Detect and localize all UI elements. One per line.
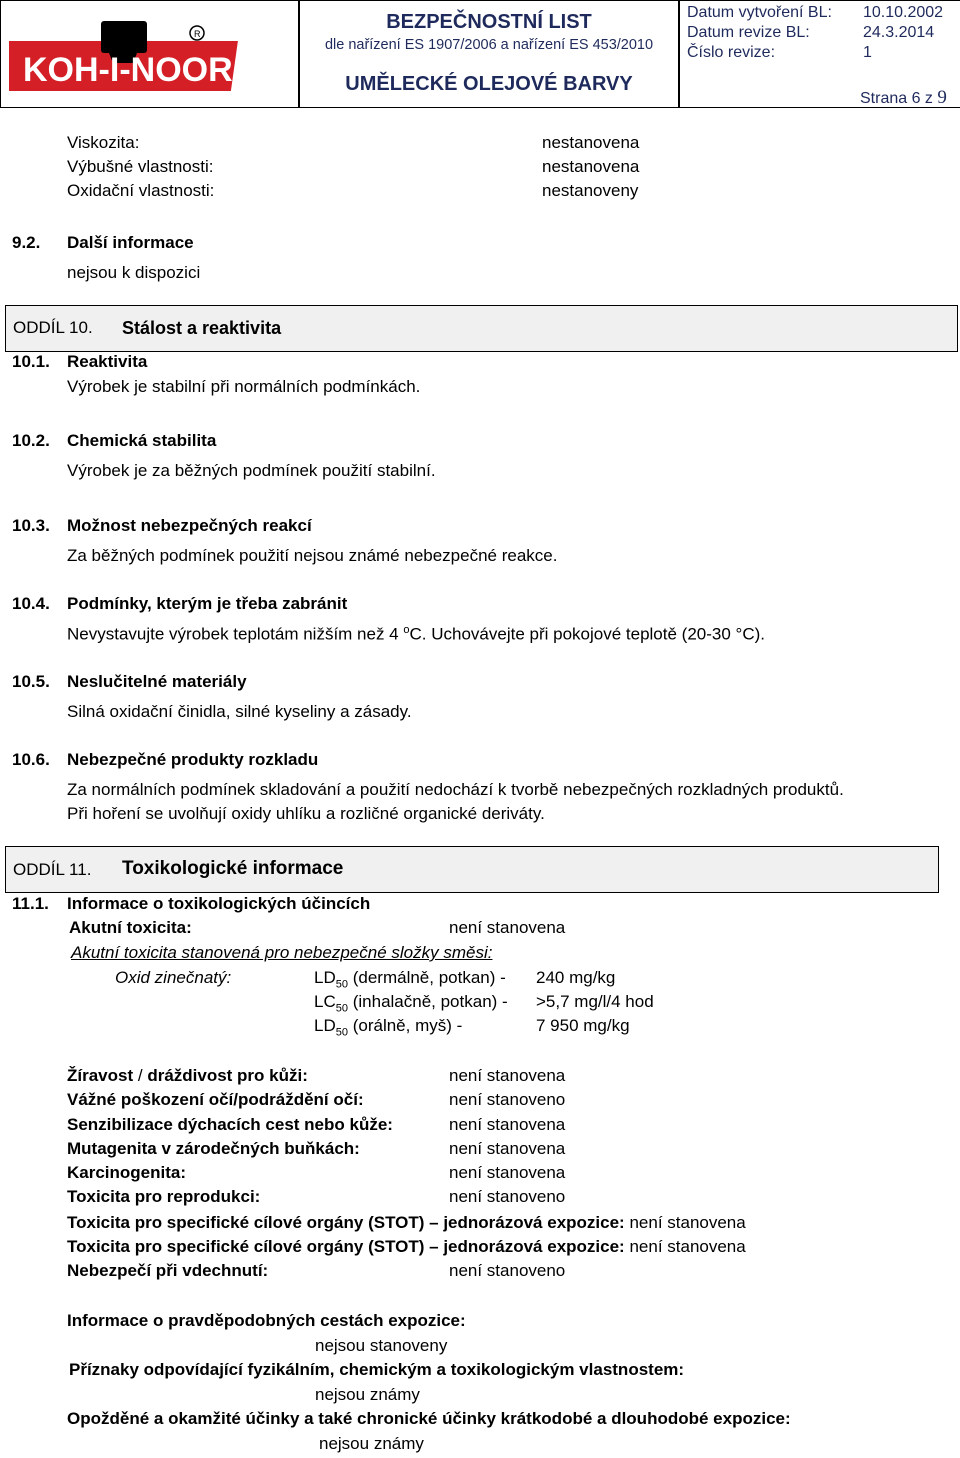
delayed-label: Opožděné a okamžité účinky a také chronické účinky krátkodobé a dlouhodobé expozice: [67, 1409, 791, 1428]
subsection-heading: Podmínky, kterým je třeba zabránit [67, 594, 348, 613]
revised-label: Datum revize BL: [687, 24, 810, 41]
subsection-number: 10.6. [12, 750, 50, 769]
svg-text:R: R [194, 29, 201, 39]
subsection-number: 10.3. [12, 516, 50, 535]
prop-label-explosive: Výbušné vlastnosti: [67, 157, 214, 176]
subsection-number: 10.4. [12, 594, 50, 613]
symptoms-value: nejsou známy [315, 1385, 420, 1404]
delayed-value: nejsou známy [319, 1434, 424, 1453]
hazard-label: Senzibilizace dýchacích cest nebo kůže: [67, 1115, 393, 1134]
koh-i-noor-logo [9, 19, 293, 99]
ld-desc: $LC_{50}$ (inhalačně, potkan) - [314, 992, 508, 1015]
section-10-bar [5, 305, 958, 352]
acute-toxicity-value: není stanovena [449, 918, 566, 937]
section-10-title: Stálost a reaktivita [122, 318, 282, 338]
subsection-heading: Chemická stabilita [67, 431, 217, 450]
symptoms-label: Příznaky odpovídající fyzikálním, chemickým a toxikologickým vlastnostem: [69, 1360, 685, 1379]
hazard-value: není stanovena [449, 1066, 566, 1085]
prop-label-oxidising: Oxidační vlastnosti: [67, 181, 215, 200]
product-name: UMĚLECKÉ OLEJOVÉ BARVY [345, 73, 633, 95]
subsection-text: Výrobek je stabilní při normálních podmínkách. [67, 377, 421, 396]
prop-value-oxidising: nestanoveny [542, 181, 639, 200]
section-11-bar [5, 846, 939, 893]
section-text: nejsou k dispozici [67, 263, 201, 282]
revision-label: Číslo revize: [687, 44, 776, 61]
routes-label: Informace o pravděpodobných cestách expozice: [67, 1311, 466, 1330]
hazard-value: není stanoveno [449, 1187, 566, 1206]
subsection-text: Za běžných podmínek použití nejsou známé nebezpečné reakce. [67, 546, 558, 565]
ld-value: 240 mg/kg [536, 968, 616, 987]
section-11-number: ODDÍL 11. [13, 860, 92, 879]
page-indicator: Strana 6 z 9 [860, 87, 947, 108]
ld-value: >5,7 mg/l/4 hod [536, 992, 654, 1011]
revision-value: 1 [863, 44, 872, 61]
hazard-label: Karcinogenita: [67, 1163, 187, 1182]
subsection-text: Za normálních podmínek skladování a použití nedochází k tvorbě nebezpečných rozkladných produktů. [67, 780, 844, 799]
created-label: Datum vytvoření BL: [687, 4, 832, 21]
svg-text:KOH-I-NOOR: KOH-I-NOOR [23, 51, 233, 89]
aspiration-value: není stanoveno [449, 1261, 566, 1280]
section-10-number: ODDÍL 10. [13, 318, 93, 337]
hazard-value: není stanovena [449, 1163, 566, 1182]
subsection-text-2: Při hoření se uvolňují oxidy uhlíku a rozličné organické deriváty. [67, 804, 545, 823]
subsection-number: 10.1. [12, 352, 50, 371]
acute-toxicity-label: Akutní toxicita: [69, 918, 192, 937]
section-number: 9.2. [12, 233, 41, 252]
ld-desc: $LD_{50}$ (dermálně, potkan) - [314, 968, 506, 991]
ld-value: 7 950 mg/kg [536, 1016, 630, 1035]
subsection-heading: Možnost nebezpečných reakcí [67, 516, 312, 535]
subsection-heading: Reaktivita [67, 352, 148, 371]
created-value: 10.10.2002 [863, 4, 944, 21]
title-panel [298, 0, 680, 108]
hazard-value: není stanovena [449, 1115, 566, 1134]
hazard-label: Mutagenita v zárodečných buňkách: [67, 1139, 360, 1158]
stot-row: Toxicita pro specifické cílové orgány (STOT) – jednorázová expozice: není stanovena [67, 1237, 746, 1256]
subsection-text: Silná oxidační činidla, silné kyseliny a zásady. [67, 702, 412, 721]
hazard-value: není stanovena [449, 1139, 566, 1158]
hazard-label: Toxicita pro reprodukci: [67, 1187, 261, 1206]
aspiration-label: Nebezpečí při vdechnutí: [67, 1261, 269, 1280]
revised-value: 24.3.2014 [863, 24, 935, 41]
stot-row: Toxicita pro specifické cílové orgány (STOT) – jednorázová expozice: není stanovena [67, 1213, 746, 1232]
prop-value-viscosity: nestanovena [542, 133, 640, 152]
prop-value-explosive: nestanovena [542, 157, 640, 176]
hazard-label: Žíravost / dráždivost pro kůži: [67, 1066, 308, 1085]
prop-label-viscosity: Viskozita: [67, 133, 140, 152]
routes-value: nejsou stanoveny [315, 1336, 448, 1355]
subsection-heading: Nebezpečné produkty rozkladu [67, 750, 319, 769]
meta-panel [678, 0, 960, 108]
subsection-text: Výrobek je za běžných podmínek použití stabilní. [67, 461, 436, 480]
subsection-number: 10.5. [12, 672, 50, 691]
components-heading: Akutní toxicita stanovená pro nebezpečné složky směsi: [71, 943, 493, 962]
section-11-title: Toxikologické informace [122, 858, 344, 879]
document-title: BEZPEČNOSTNÍ LIST [386, 11, 592, 33]
ld-desc: $LD_{50}$ (orálně, myš) - [314, 1016, 463, 1039]
subsection-heading: Informace o toxikologických účincích [67, 894, 371, 913]
subsection-heading: Neslučitelné materiály [67, 672, 247, 691]
hazard-label: Vážné poškození očí/podráždění očí: [67, 1090, 364, 1109]
logo-panel [0, 0, 300, 108]
subsection-text: Nevystavujte výrobek teplotám nižším než 4 $^o$C. Uchovávejte při pokojové teplotě (20-30 °C). [67, 624, 765, 644]
subsection-number: 10.2. [12, 431, 50, 450]
component-name: Oxid zinečnatý: [115, 968, 232, 987]
section-heading: Další informace [67, 233, 194, 252]
regulation-text: dle nařízení ES 1907/2006 a nařízení ES 453/2010 [324, 37, 654, 53]
subsection-number: 11.1. [12, 894, 49, 913]
hazard-value: není stanoveno [449, 1090, 566, 1109]
